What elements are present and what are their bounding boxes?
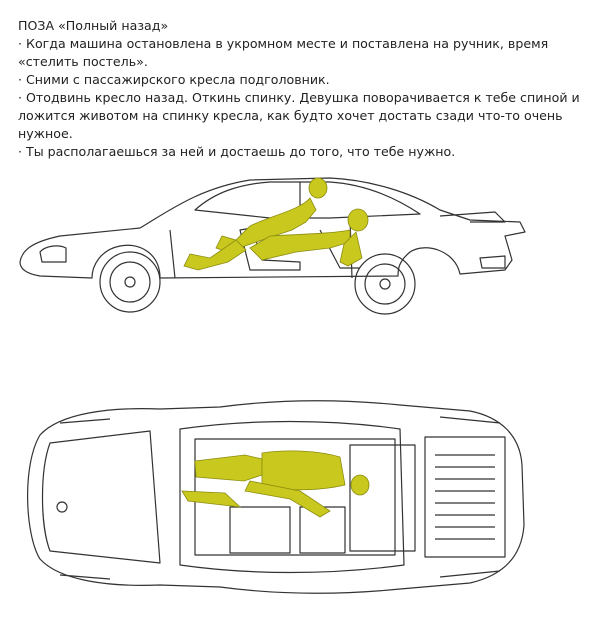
car-side-view-illustration — [0, 170, 615, 340]
instruction-4: · Ты располагаешься за ней и достаешь до того, что тебе нужно. — [18, 144, 456, 159]
article-text — [18, 17, 608, 161]
instruction-3: · Отодвинь кресло назад. Откинь спинку. Девушка поворачивается к тебе спиной и ложится животом на спинку кресла, как будто хочет достать сзади что-то очень нужное. — [18, 90, 580, 141]
figures-side — [184, 178, 368, 270]
instruction-1: · Когда машина остановлена в укромном месте и поставлена на ручник, время «стелить постель». — [18, 36, 549, 69]
pose-title: ПОЗА «Полный назад» — [18, 18, 169, 33]
car-top-view-illustration — [0, 395, 615, 627]
instruction-2: · Сними с пассажирского кресла подголовник. — [18, 72, 330, 87]
